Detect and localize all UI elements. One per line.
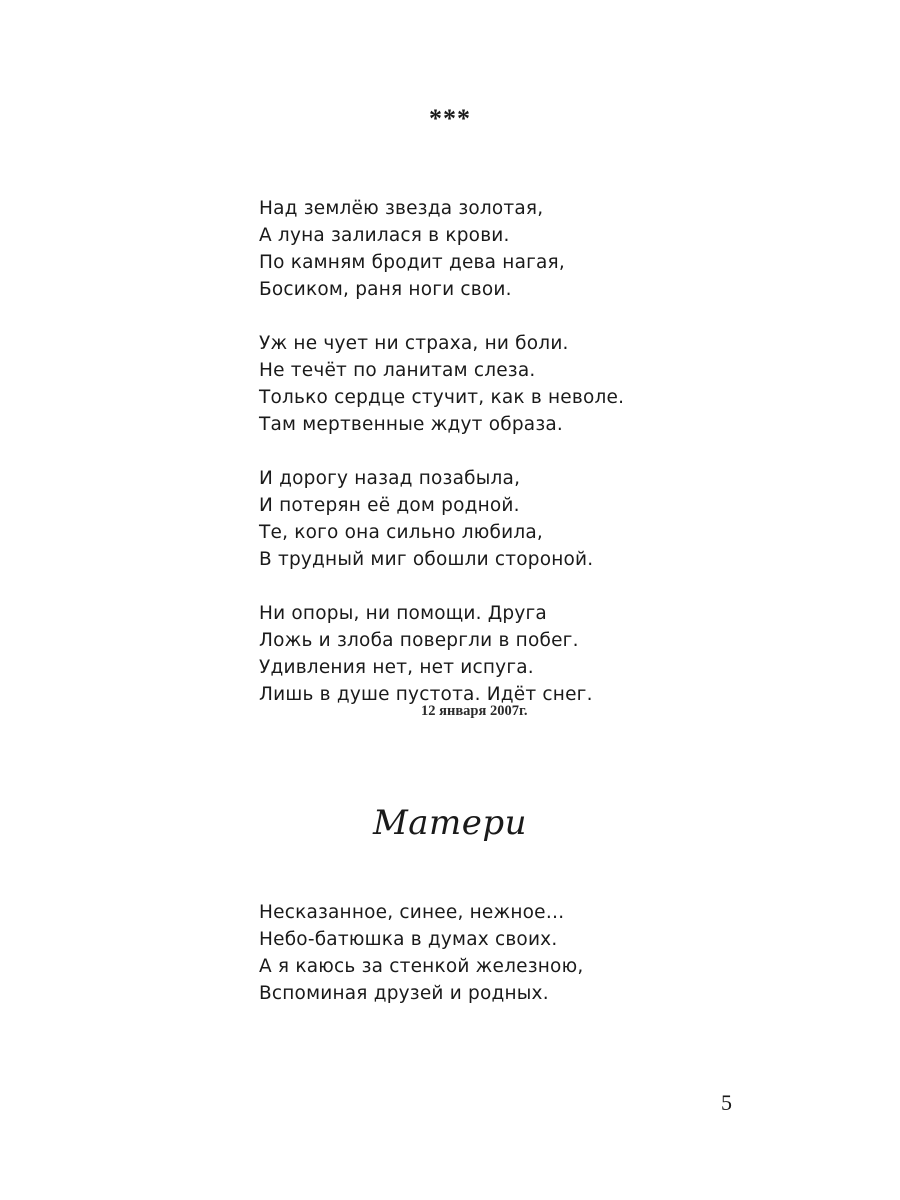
poem-line: Те, кого она сильно любила, bbox=[259, 522, 543, 543]
poem-line: Не течёт по ланитам слеза. bbox=[259, 360, 536, 381]
poem-line: Над землёю звезда золотая, bbox=[259, 198, 544, 219]
poem-line: И потерян её дом родной. bbox=[259, 495, 520, 516]
stanza bbox=[259, 899, 819, 1007]
poem-line: Несказанное, синее, нежное… bbox=[259, 902, 565, 923]
poem-materi bbox=[259, 899, 819, 1007]
poem-line: Ложь и злоба повергли в побег. bbox=[259, 630, 579, 651]
poem-line: По камням бродит дева нагая, bbox=[259, 252, 565, 273]
section-separator: *** bbox=[429, 104, 471, 133]
poem-line: А я каюсь за стенкой железною, bbox=[259, 956, 584, 977]
poem-line: Босиком, раня ноги свои. bbox=[259, 279, 512, 300]
poem-untitled bbox=[259, 195, 819, 708]
stanza bbox=[259, 195, 819, 303]
poem-line: Небо-батюшка в думах своих. bbox=[259, 929, 558, 950]
poem-line: Вспоминая друзей и родных. bbox=[259, 983, 549, 1004]
poem-line: Лишь в душе пустота. Идёт снег. bbox=[259, 684, 593, 705]
poem-date: 12 января 2007г. bbox=[421, 703, 528, 719]
poem-title: Матери bbox=[372, 803, 528, 843]
poem-line: А луна залилася в крови. bbox=[259, 225, 510, 246]
poem-line: Только сердце стучит, как в неволе. bbox=[259, 387, 625, 408]
poem-line: И дорогу назад позабыла, bbox=[259, 468, 521, 489]
poem-line: Удивления нет, нет испуга. bbox=[259, 657, 534, 678]
stanza bbox=[259, 600, 819, 708]
poem-line: В трудный миг обошли стороной. bbox=[259, 549, 594, 570]
poem-line: Уж не чует ни страха, ни боли. bbox=[259, 333, 569, 354]
stanza bbox=[259, 465, 819, 573]
stanza bbox=[259, 330, 819, 438]
page-number: 5 bbox=[721, 1090, 732, 1115]
poem-line: Там мертвенные ждут образа. bbox=[259, 414, 564, 435]
poem-line: Ни опоры, ни помощи. Друга bbox=[259, 603, 547, 624]
